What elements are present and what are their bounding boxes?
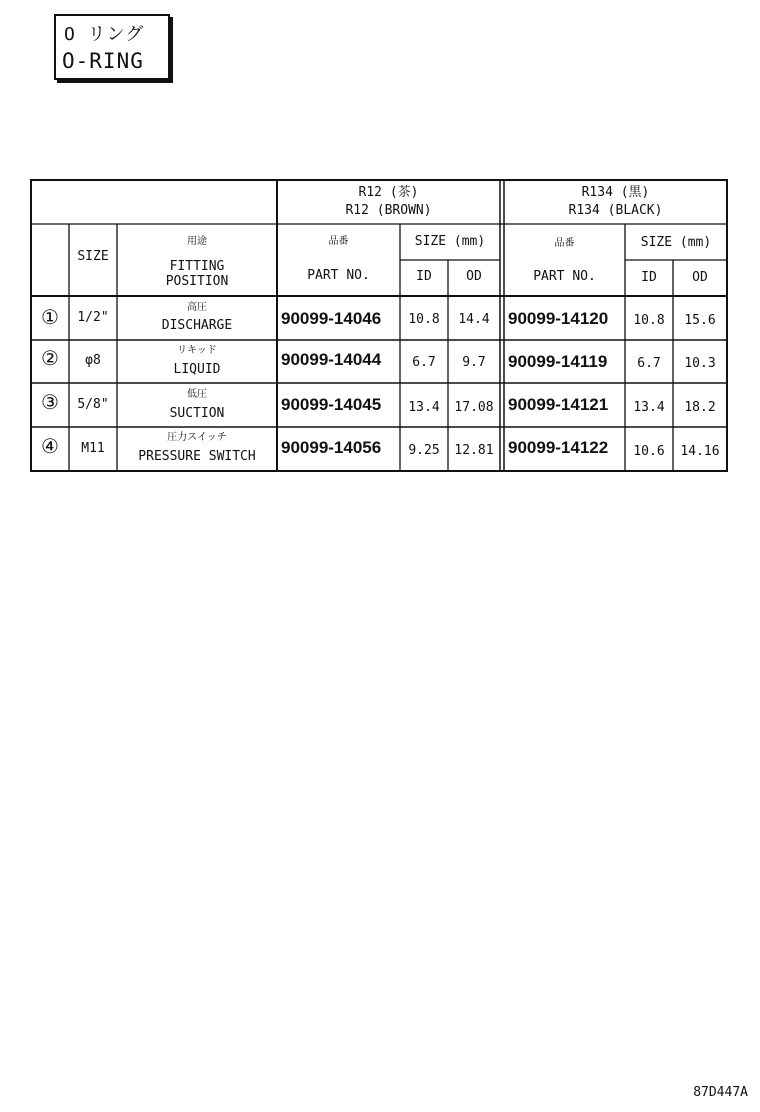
header-r12-part-en: PART NO. [307,268,370,283]
header-r134-jp: R134 (黒) [581,185,650,200]
row-3-r134-od: 18.2 [684,400,716,415]
header-r134-size-mm: SIZE (mm) [640,235,712,250]
header-r12-en: R12 (BROWN) [345,203,432,218]
row-2-r12-od: 9.7 [462,355,486,370]
row-2-fitting-jp: リキッド [177,345,217,356]
header-r134-part-en: PART NO. [533,269,596,284]
row-3-r12-id: 13.4 [408,400,440,415]
row-4-r134-od: 14.16 [680,444,720,459]
title-japanese: O リング [64,24,145,45]
row-3-r134-id: 13.4 [633,400,665,415]
row-3-number: ③ [41,390,59,414]
row-1-number: ① [41,305,59,329]
row-1-r12-id: 10.8 [408,312,440,327]
header-r12-size-mm: SIZE (mm) [414,234,486,249]
title-english: O-RING [62,49,144,73]
row-4-r12-od: 12.81 [454,443,494,458]
header-r12-id: ID [416,269,432,284]
row-1-fitting-jp: 高圧 [187,302,207,313]
header-fitting-en-1: FITTING [169,259,225,274]
row-4-r134-part-number: 90099-14122 [508,438,609,457]
row-1-r134-id: 10.8 [633,313,665,328]
row-3-fitting-en: SUCTION [169,406,225,421]
row-1-r12-part-number: 90099-14046 [281,309,382,328]
header-r12-jp: R12 (茶) [358,185,419,200]
header-r134-od: OD [692,270,708,285]
row-1-fitting-en: DISCHARGE [161,318,233,333]
row-4-fitting-jp: 圧力スイッチ [167,432,227,443]
row-3-r134-part-number: 90099-14121 [508,395,609,414]
header-r12-od: OD [466,269,482,284]
header-r12-part-jp: 品番 [328,236,349,247]
row-2-r134-id: 6.7 [637,356,661,371]
header-r134-part-jp: 品番 [554,238,575,249]
row-2-fitting-en: LIQUID [173,362,221,377]
header-fitting-jp: 用途 [187,236,207,247]
header-fitting-en-2: POSITION [165,274,229,289]
header-r134-en: R134 (BLACK) [568,203,663,218]
row-4-r12-part-number: 90099-14056 [281,438,382,457]
row-2-number: ② [41,346,59,370]
row-1-r134-od: 15.6 [684,313,716,328]
header-size: SIZE [77,249,109,264]
header-r134-id: ID [641,270,657,285]
row-3-size: 5/8" [77,397,109,412]
row-1-r12-od: 14.4 [458,312,490,327]
row-2-r134-od: 10.3 [684,356,716,371]
row-1-r134-part-number: 90099-14120 [508,309,609,328]
row-3-fitting-jp: 低圧 [187,389,207,400]
row-4-r12-id: 9.25 [408,443,440,458]
row-2-size: φ8 [85,353,101,368]
row-2-r134-part-number: 90099-14119 [508,352,608,371]
row-2-r12-id: 6.7 [412,355,436,370]
row-4-r134-id: 10.6 [633,444,665,459]
row-2-r12-part-number: 90099-14044 [281,350,382,369]
document-code: 87D447A [693,1085,748,1100]
row-3-r12-part-number: 90099-14045 [281,395,382,414]
row-4-number: ④ [41,434,59,458]
row-4-fitting-en: PRESSURE SWITCH [138,449,256,464]
row-1-size: 1/2" [77,310,109,325]
row-4-size: M11 [81,441,105,456]
row-3-r12-od: 17.08 [454,400,494,415]
